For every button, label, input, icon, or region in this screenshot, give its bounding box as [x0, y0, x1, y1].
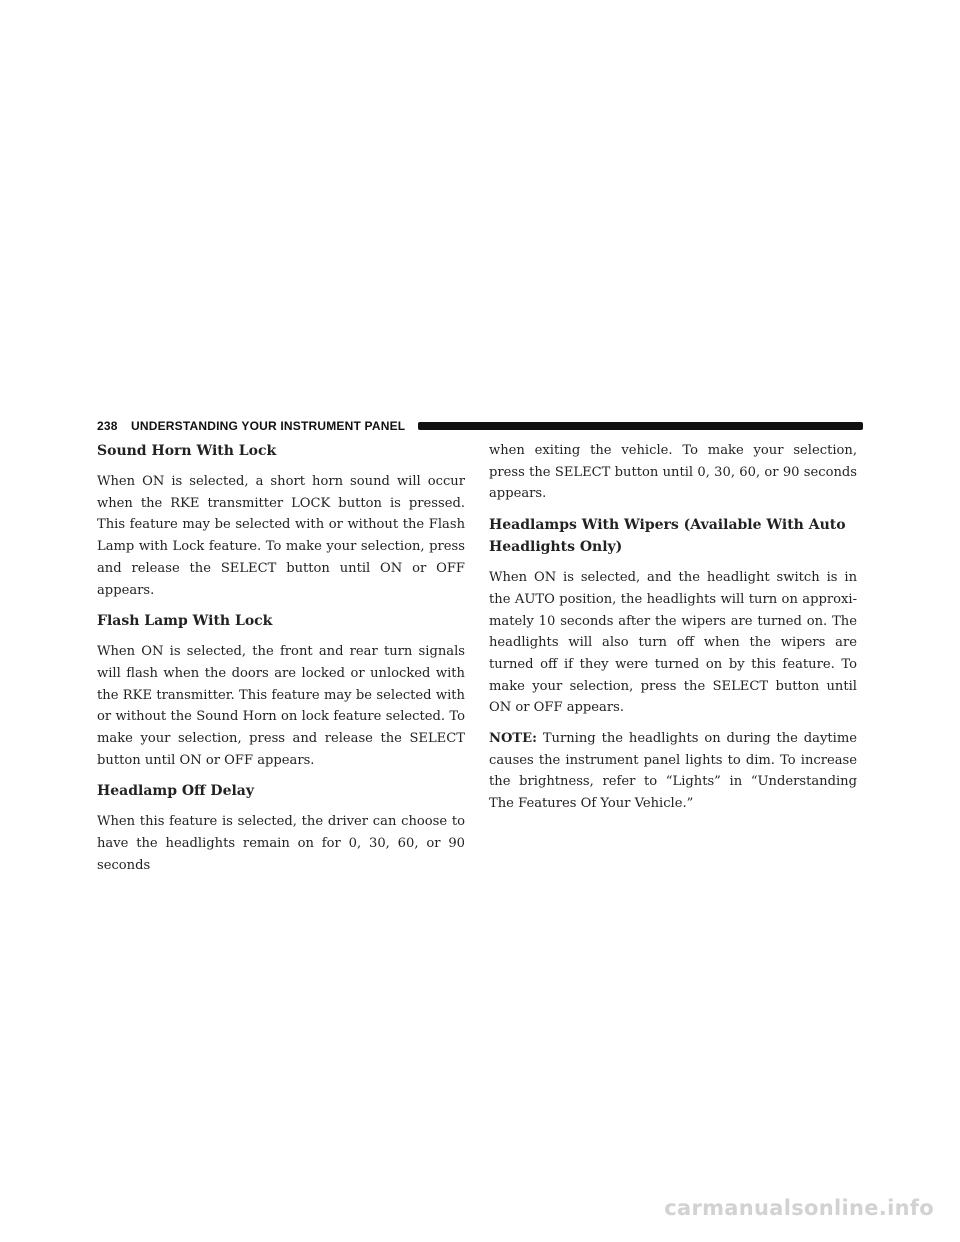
- section-heading-headlamp-off-delay: Headlamp Off Delay: [97, 783, 254, 800]
- right-column: [489, 440, 857, 824]
- left-column: [97, 440, 465, 886]
- running-title: UNDERSTANDING YOUR INSTRUMENT PANEL: [131, 419, 406, 433]
- section-heading-flash-lamp: Flash Lamp With Lock: [97, 613, 273, 630]
- page-number: 238: [97, 419, 118, 433]
- section-heading-sound-horn: Sound Horn With Lock: [97, 443, 277, 459]
- heading-line-1: Headlamps With Wipers (Available With Auto: [489, 517, 846, 534]
- section-heading-headlamps-with-wipers: [489, 514, 857, 558]
- section-body-headlamp-off-delay: When this feature is selected, the driver can choose to have the headlights remain on for 0, 30, 60, or 90 seconds: [97, 814, 465, 873]
- header-rule: [418, 422, 863, 430]
- watermark: carmanualsonline.info: [664, 1196, 934, 1220]
- note-label: NOTE:: [489, 731, 537, 747]
- note-text: Turning the headlights on during the daytime causes the instrument panel lights to dim. To increase the brightness, refer to “Lights” in “Understanding The Features Of Your Vehicle.”: [489, 731, 857, 812]
- section-body-headlamps-with-wipers: When ON is selected, and the headlight switch is in the AUTO position, the headlights will turn on approxi-mately 10 seconds after the wipers are turned on. The headlights will also turn off when the wipers are turned off if they were turned on by this feature. To make your selection, press the SELECT button until ON or OFF appears.: [489, 570, 857, 716]
- section-body-sound-horn: When ON is selected, a short horn sound will occur when the RKE transmitter LOCK button is pressed. This feature may be selected with or without the Flash Lamp with Lock feature. To make your selection, press and release the SELECT button until ON or OFF appears.: [97, 474, 465, 598]
- section-body-flash-lamp: When ON is selected, the front and rear turn signals will flash when the doors are locked or unlocked with the RKE transmitter. This feature may be selected with or without the Sound Horn on lock feature selected. To make your selection, press and release the SELECT button until ON or OFF appears.: [97, 644, 465, 768]
- page-header: [97, 418, 863, 434]
- heading-line-2: Headlights Only): [489, 539, 623, 556]
- section-body-headlamp-off-delay-continued: when exiting the vehicle. To make your selection, press the SELECT button until 0, 30, 60, or 90 seconds appears.: [489, 443, 857, 502]
- note-paragraph: [489, 728, 857, 815]
